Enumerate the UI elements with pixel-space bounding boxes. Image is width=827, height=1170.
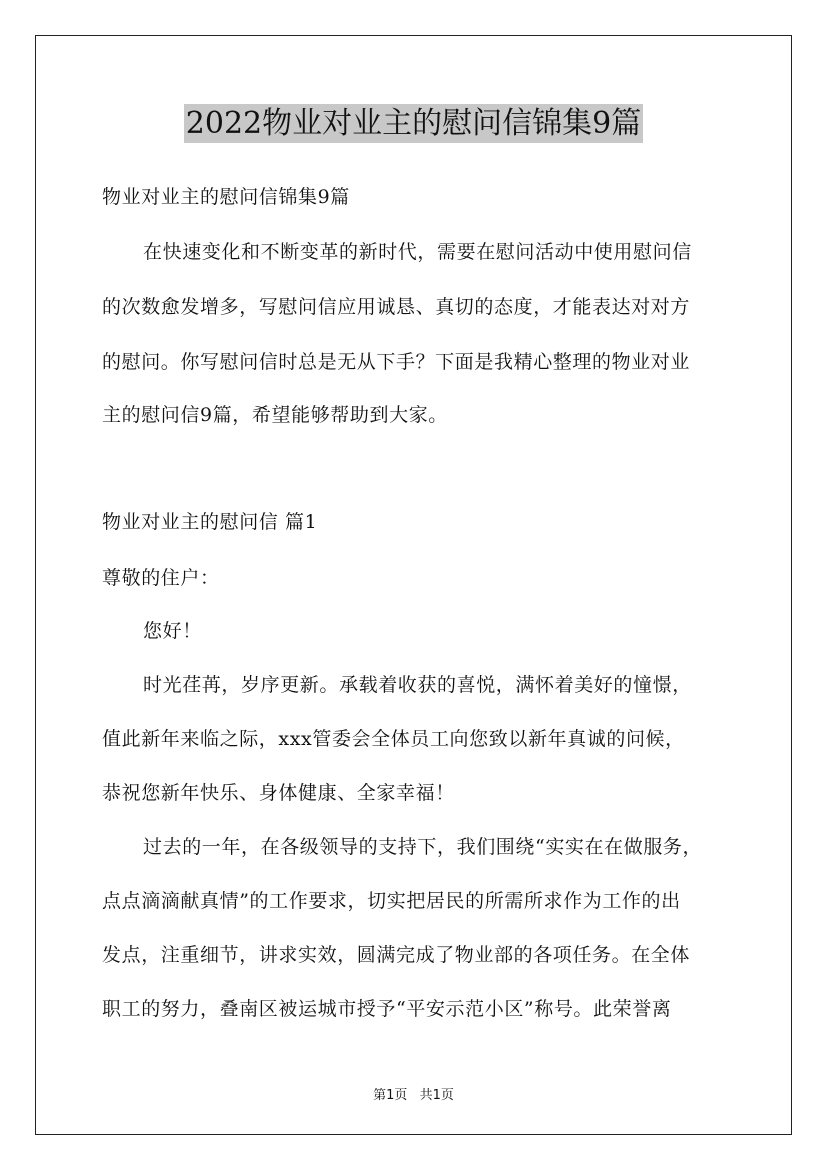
paragraph-line: 点点滴滴献真情”的工作要求，切实把居民的所需所求作为工作的出 xyxy=(102,890,681,912)
paragraph-line: 职工的努力，叠南区被运城市授予“平安示范小区”称号。此荣誉离 xyxy=(102,998,672,1020)
document-title: 2022物业对业主的慰问信锦集9篇 xyxy=(185,106,642,141)
greeting: 您好！ xyxy=(143,620,202,642)
page-footer xyxy=(0,1084,827,1103)
paragraph-line: 时光荏苒，岁序更新。承载着收获的喜悦，满怀着美好的憧憬， xyxy=(143,674,692,696)
intro-line: 的慰问。你写慰问信时总是无从下手？下面是我精心整理的物业对业 xyxy=(102,351,691,373)
page-total: 共1页 xyxy=(419,1088,454,1103)
paragraph-line: 恭祝您新年快乐、身体健康、全家幸福！ xyxy=(102,782,455,804)
paragraph-line: 过去的一年，在各级领导的支持下，我们围绕“实实在在做服务， xyxy=(143,836,703,858)
document-subtitle: 物业对业主的慰问信锦集9篇 xyxy=(102,186,350,208)
intro-line: 在快速变化和不断变革的新时代，需要在慰问活动中使用慰问信 xyxy=(143,241,692,263)
section-heading: 物业对业主的慰问信 篇1 xyxy=(102,511,318,533)
paragraph-line: 值此新年来临之际，xxx管委会全体员工向您致以新年真诚的问候， xyxy=(102,728,685,750)
paragraph-line: 发点，注重细节，讲求实效，圆满完成了物业部的各项任务。在全体 xyxy=(102,944,691,966)
intro-line: 主的慰问信9篇，希望能够帮助到大家。 xyxy=(102,404,448,426)
page-number: 第1页 xyxy=(373,1088,408,1103)
document-title-container xyxy=(0,98,827,142)
intro-line: 的次数愈发增多，写慰问信应用诚恳、真切的态度，才能表达对对方 xyxy=(102,296,691,318)
salutation: 尊敬的住户： xyxy=(102,567,220,589)
